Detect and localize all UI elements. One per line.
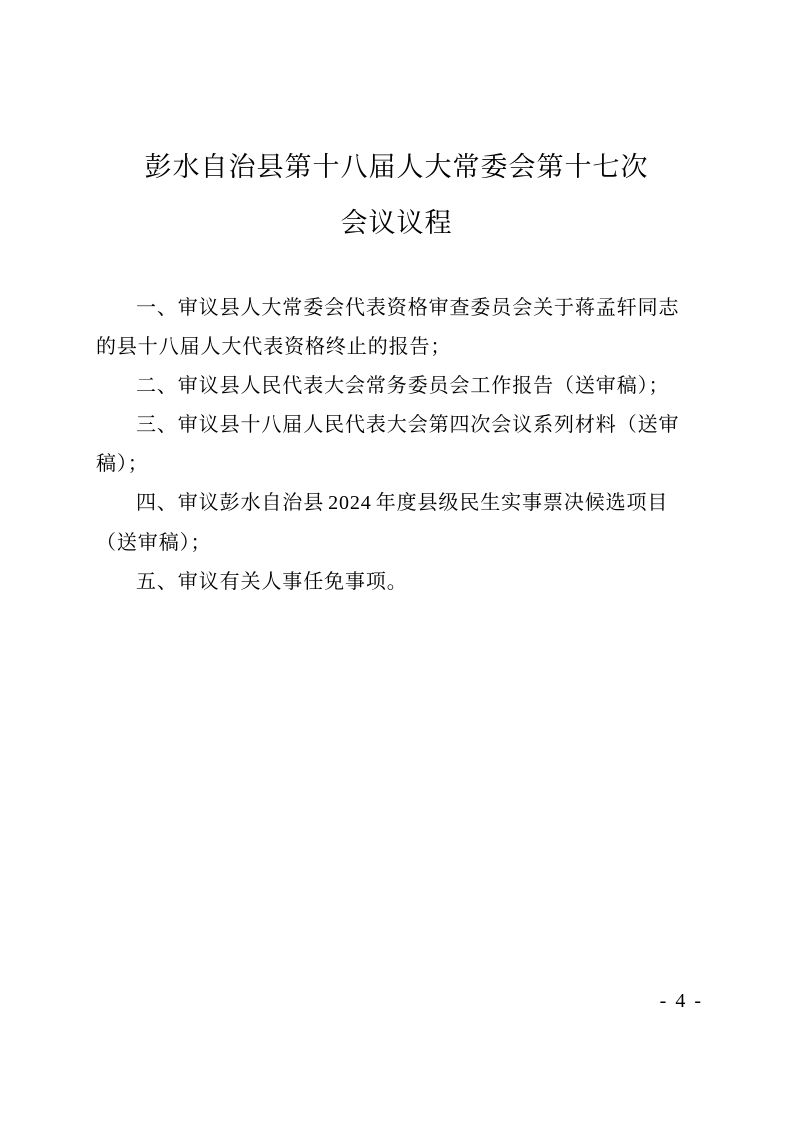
title-line-2: 会议议程 [340, 208, 453, 239]
agenda-item-5: 五、审议有关人事任免事项。 [136, 569, 408, 593]
agenda-item-4-text-a: 四、审议彭水自治县 [136, 490, 325, 514]
agenda-item-2: 二、审议县人民代表大会常务委员会工作报告（送审稿）； [136, 373, 670, 397]
agenda-item-4-year: 2024 [328, 492, 372, 514]
agenda-item-4-text-b: 年度县级民生实事票决候选项目（送审稿）； [96, 490, 669, 554]
document-title [0, 140, 793, 252]
title-line-1: 彭水自治县第十八届人大常委会第十七次 [144, 152, 649, 183]
agenda-item-1: 一、审议县人大常委会代表资格审查委员会关于蒋孟轩同志的县十八届人大代表资格终止的报告； [96, 295, 680, 358]
page-number: - 4 - [659, 990, 703, 1012]
agenda-item-4 [96, 483, 700, 562]
agenda-list [96, 288, 700, 601]
agenda-item-3: 三、审议县十八届人民代表大会第四次会议系列材料（送审稿）； [96, 412, 680, 475]
